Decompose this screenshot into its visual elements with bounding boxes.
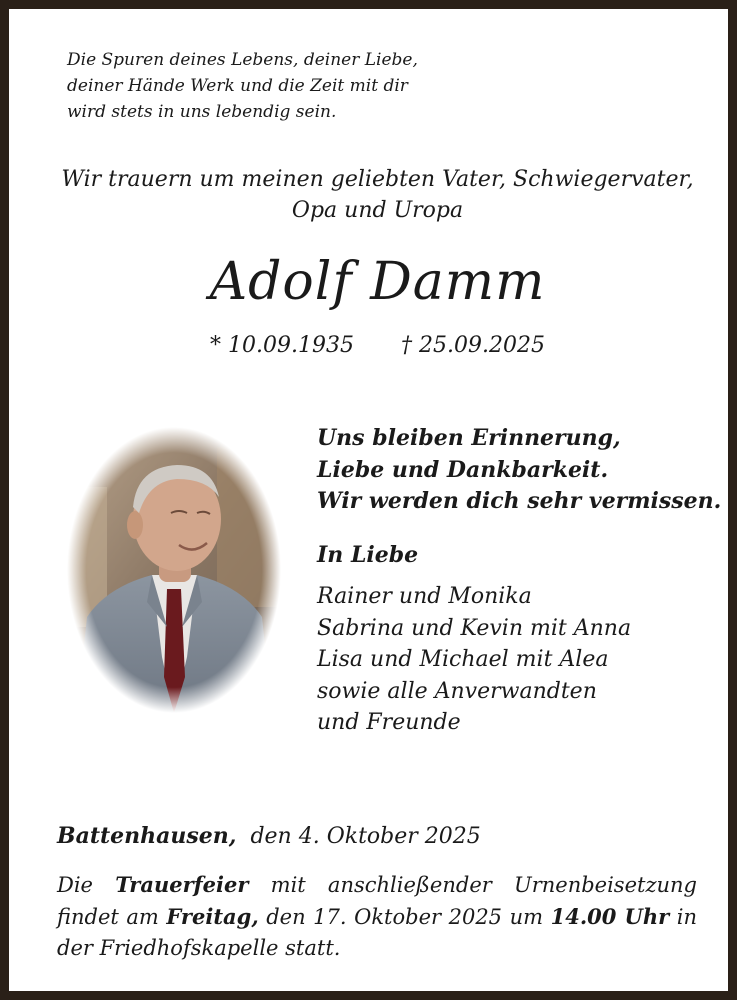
mourning-intro (39, 164, 716, 226)
place-and-date (57, 820, 697, 853)
mourner-entry: sowie alle Anverwandten (317, 678, 597, 704)
place-name: Battenhausen, (57, 823, 237, 849)
service-text: den 17. Oktober 2025 um (258, 905, 551, 929)
funeral-service-notice (57, 869, 697, 964)
poem-line: wird stets in uns lebendig sein. (67, 102, 337, 122)
poem-line: Die Spuren deines Lebens, deiner Liebe, (67, 50, 418, 70)
mourner-entry: und Freunde (317, 710, 461, 735)
quote-line: Uns bleiben Erinnerung, (317, 425, 621, 451)
service-text: Die (57, 873, 116, 897)
deceased-name: Adolf Damm (209, 252, 546, 312)
mourner-entry: Sabrina und Kevin mit Anna (317, 615, 632, 641)
birth-date: * 10.09.1935 (210, 333, 354, 358)
life-dates (39, 330, 716, 362)
mourners-list (317, 581, 717, 739)
quote-line: Wir werden dich sehr vermissen. (317, 488, 722, 514)
poem-verse (67, 47, 487, 125)
quote-line: Liebe und Dankbarkeit. (317, 456, 609, 483)
poem-line: deiner Hände Werk und die Zeit mit dir (67, 76, 408, 96)
intro-line: Wir trauern um meinen geliebten Vater, Schwiegervater, (61, 167, 694, 192)
intro-line: Opa und Uropa (291, 198, 464, 223)
service-emphasis: Trauerfeier (115, 872, 249, 897)
service-text: mit anschließender Urnenbeisetzung findet am (57, 873, 697, 929)
mourner-entry: Rainer und Monika (317, 584, 532, 609)
service-day: Freitag, (166, 904, 259, 929)
death-date: † 25.09.2025 (401, 333, 545, 358)
remembrance-quote (317, 423, 727, 518)
in-love-heading: In Liebe (317, 542, 419, 568)
notice-date: den 4. Oktober 2025 (250, 824, 481, 849)
mourner-entry: Lisa und Michael mit Alea (317, 647, 609, 672)
service-time: 14.00 Uhr (550, 904, 670, 929)
portrait-photo (67, 427, 281, 713)
service-text: in der Friedhofskapelle statt. (57, 905, 698, 960)
